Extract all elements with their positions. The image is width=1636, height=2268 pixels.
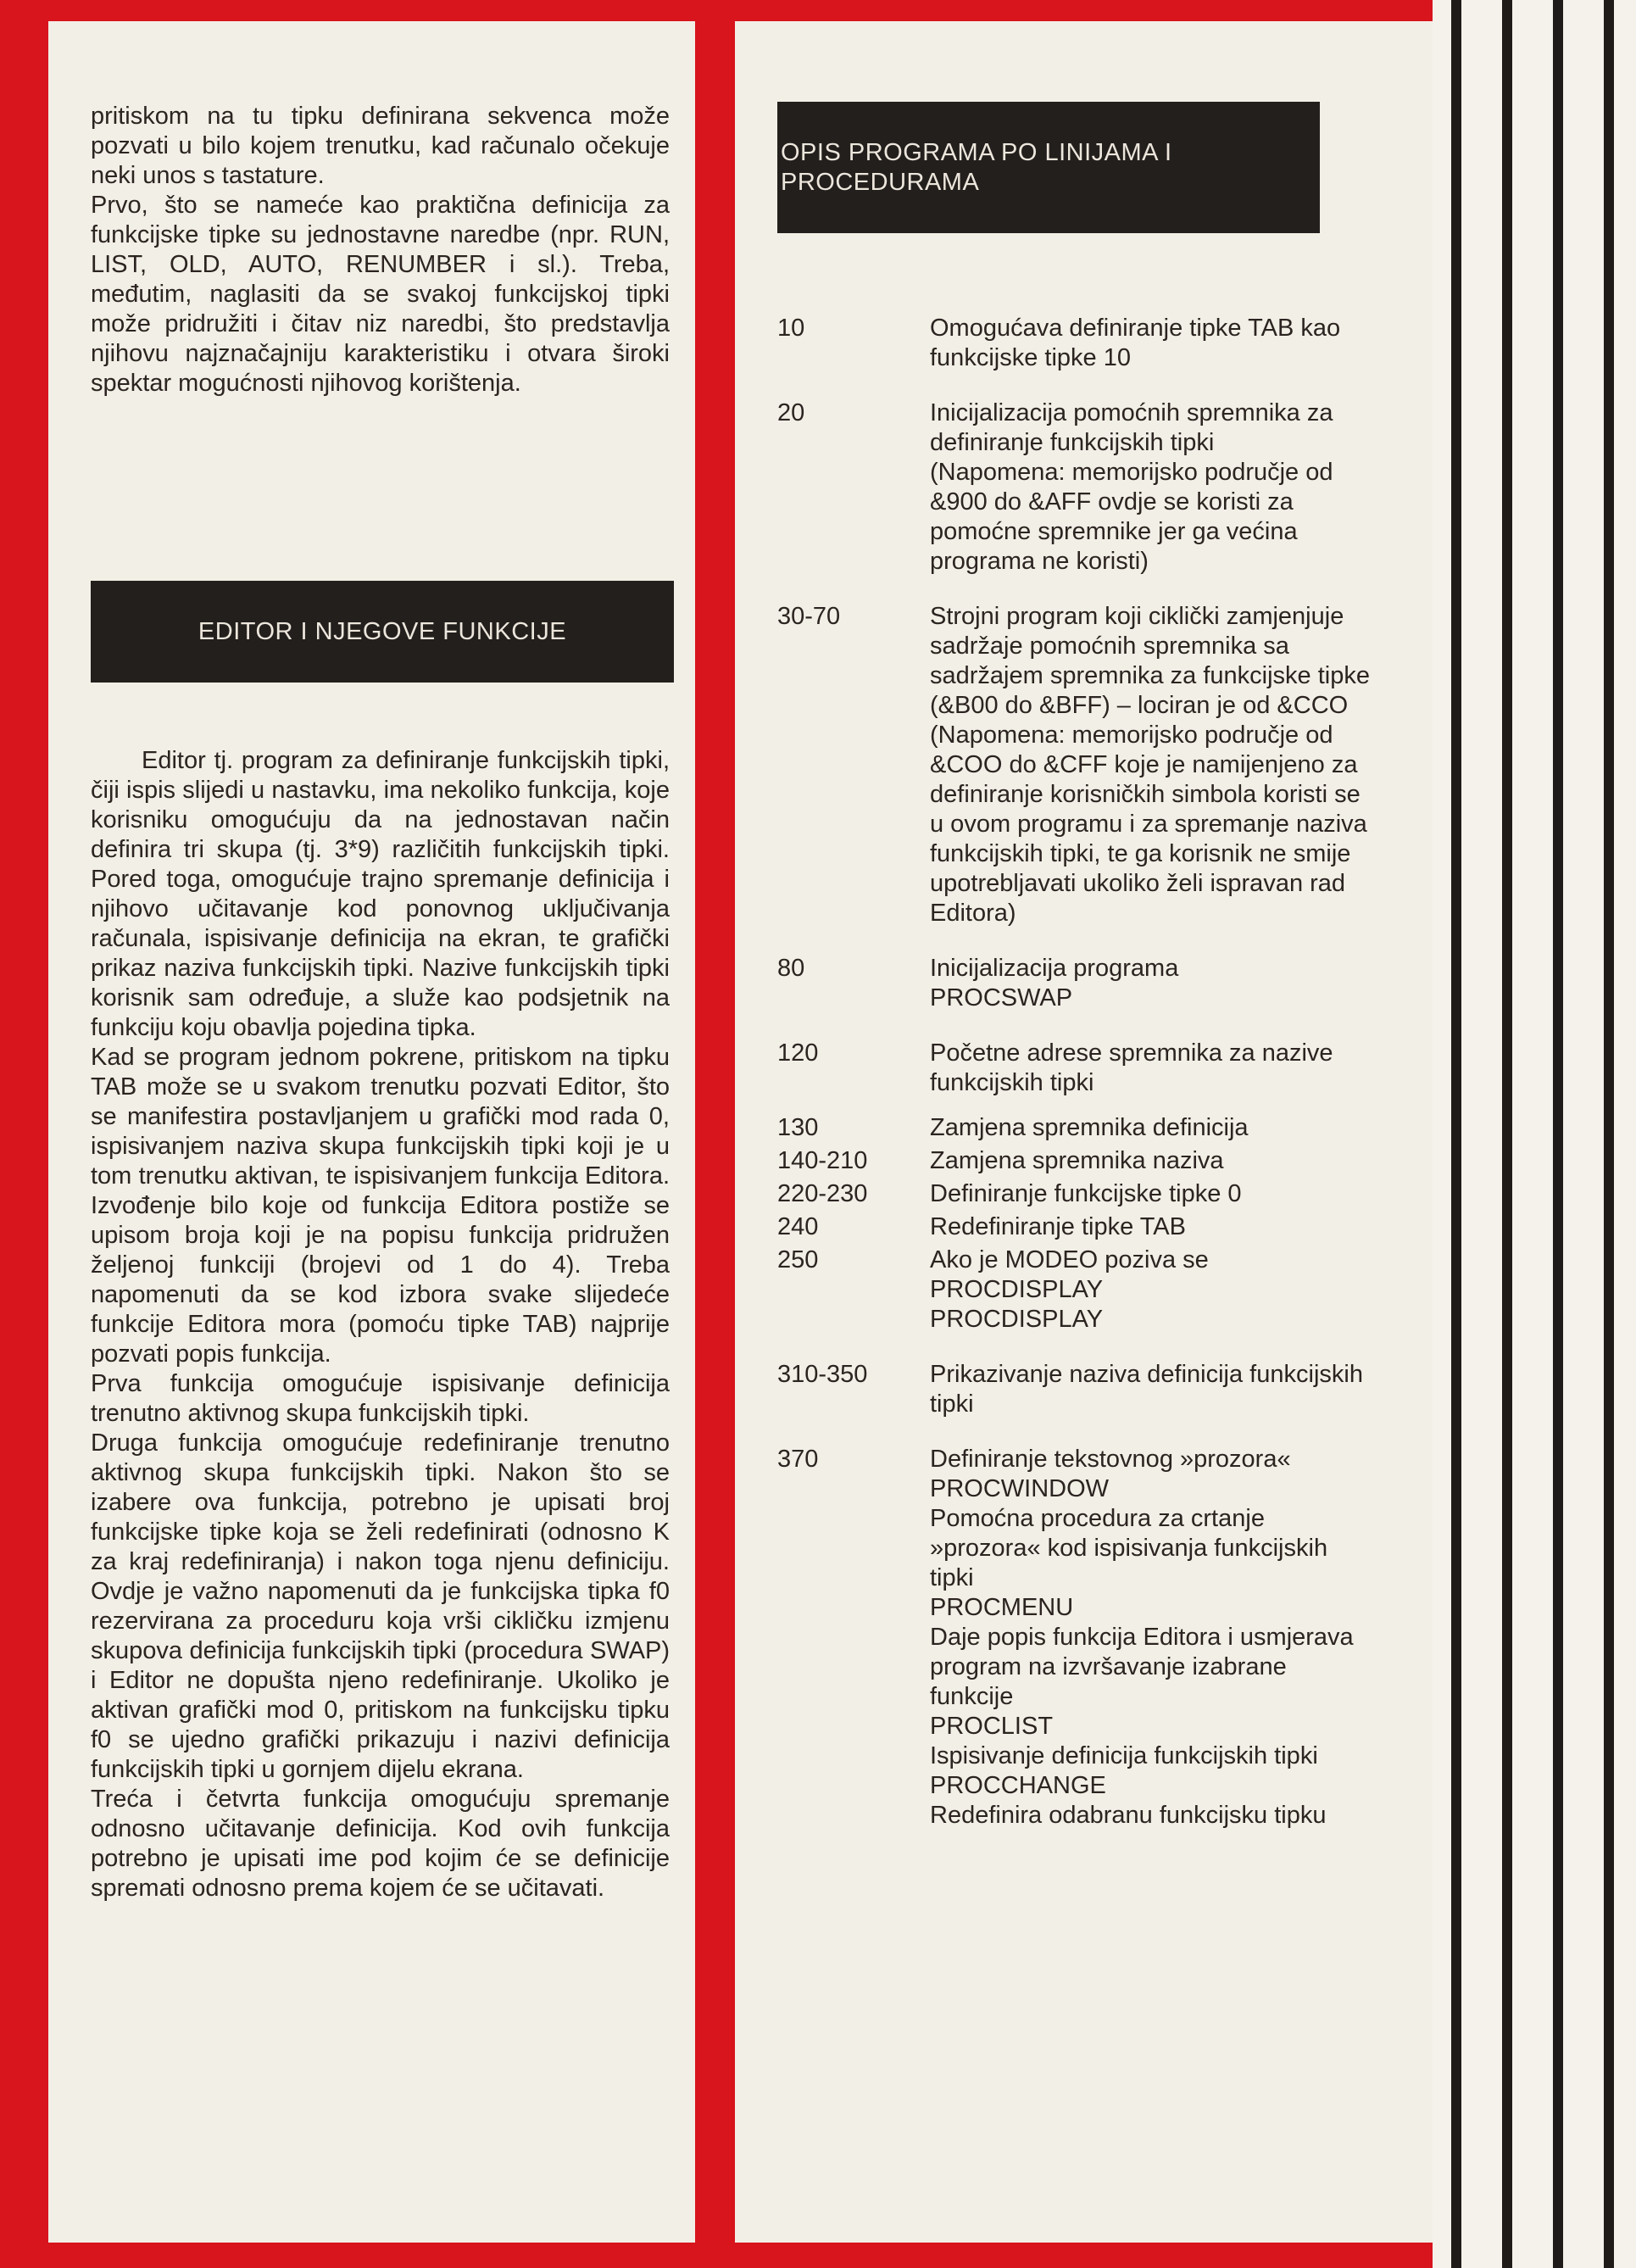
editor-paragraph-4: Druga funkcija omogućuje redefiniranje trenutno aktivnog skupa funkcijskih tipki. Nakon što se izabere ova funkcija, potrebno je upisati broj funkcijske tipke koja se želi redefinirati (odnosno K za kraj redefiniranja) i nakon toga njenu definiciju. Ovdje je važno napomenuti da je funkcijska tipka f0 rezervirana za proceduru koja vrši cikličku izmjenu skupova definicija funkcijskih tipki (procedura SWAP) i Editor ne dopušta njeno redefiniranje. Ukoliko je aktivan grafički mod 0, pritiskom na funkcijsku tipku f0 se ujedno grafički prikazuju i nazivi definicija funkcijskih tipki u gornjem dijelu ekrana. [91, 1429, 670, 1783]
line-description [930, 1212, 1371, 1242]
line-description [930, 1146, 1371, 1176]
description-line: Strojni program koji ciklički zamjenjuje sadržaje pomoćnih spremnika sa sadržajem spremnika za funkcijske tipke (&B00 do &BFF) – lociran je od &CCO [930, 603, 1370, 719]
line-number: 130 [777, 1114, 819, 1141]
editor-paragraph-2: Kad se program jednom pokrene, pritiskom na tipku TAB može se u svakom trenutku pozvati Editor, što se manifestira postavljanjem u grafički mod rada 0, ispisivanjem naziva skupa funkcijskih tipki koji je u tom trenutku aktivan, te ispisivanjem funkcija Editora. Izvođenje bilo koje od funkcija Editora postiže se upisom broja koji je na popisu funkcija pridružen željenoj funkciji (brojevi od 1 do 4). Treba napomenuti da se kod izbora svake slijedeće funkcije Editora mora (pomoću tipke TAB) najprije pozvati popis funkcija. [91, 1044, 670, 1368]
line-number: 310-350 [777, 1361, 868, 1388]
editor-paragraph-3: Prva funkcija omogućuje ispisivanje definicija trenutno aktivnog skupa funkcijskih tipki. [91, 1370, 670, 1427]
line-number: 240 [777, 1213, 819, 1240]
table-row [777, 1039, 1371, 1098]
table-row [777, 1445, 1371, 1831]
description-line: Inicijalizacija programa [930, 955, 1179, 982]
table-row [777, 954, 1371, 1013]
description-line: Definiranje tekstovnog »prozora« [930, 1446, 1291, 1473]
description-line: (Napomena: memorijsko područje od &900 do &AFF ovdje se koristi za pomoćne spremnike jer ga većina programa ne koristi) [930, 459, 1333, 575]
right-column [735, 21, 1433, 2243]
description-line: PROCMENU [930, 1594, 1074, 1621]
line-number: 370 [777, 1446, 819, 1473]
intro-paragraph-2: Prvo, što se nameće kao praktična definicija za funkcijske tipke su jednostavne naredbe (npr. RUN, LIST, OLD, AUTO, RENUMBER i sl.). Treba, međutim, naglasiti da se svakoj funkcijskoj tipki može pridružiti i čitav niz naredbi, što predstavlja njihovu najznačajniju karakteristiku i otvara široki spektar mogućnosti njihovog korištenja. [91, 192, 670, 397]
description-line: Inicijalizacija pomoćnih spremnika za definiranje funkcijskih tipki [930, 399, 1333, 456]
description-line: Redefiniranje tipke TAB [930, 1213, 1186, 1240]
line-number: 120 [777, 1039, 819, 1067]
line-number: 250 [777, 1246, 819, 1273]
left-column [48, 21, 695, 2243]
editor-paragraph-1: Editor tj. program za definiranje funkcijskih tipki, čiji ispis slijedi u nastavku, ima nekoliko funkcija, koje korisniku omogućuju da na jednostavan način definira tri skupa (tj. 3*9) različitih funkcijskih tipki. Pored toga, omogućuje trajno spremanje definicija i njihovo učitavanje kod ponovnog uključivanja računala, ispisivanje definicija na ekran, te grafički prikaz naziva funkcijskih tipki. Nazive funkcijskih tipki korisnik sam određuje, a služe kao podsjetnik na funkciju koju obavlja pojedina tipka. [91, 747, 670, 1041]
line-description [930, 1039, 1371, 1098]
table-row [777, 1212, 1371, 1242]
editor-heading-label: EDITOR I NJEGOVE FUNKCIJE [198, 617, 567, 645]
line-description-table [777, 314, 1371, 1831]
line-description [930, 398, 1371, 577]
description-line: Daje popis funkcija Editora i usmjerava program na izvršavanje izabrane funkcije [930, 1624, 1354, 1710]
editor-heading [91, 581, 674, 683]
table-row [777, 1360, 1371, 1419]
line-number: 220-230 [777, 1180, 868, 1207]
editor-paragraph-5: Treća i četvrta funkcija omogućuju spremanje odnosno učitavanje definicija. Kod ovih funkcija potrebno je upisati ime pod kojim će se definicije spremati odnosno prema kojem će se učitavati. [91, 1786, 670, 1902]
description-line: Redefinira odabranu funkcijsku tipku [930, 1802, 1327, 1829]
description-line: PROCCHANGE [930, 1772, 1106, 1799]
intro-text [91, 102, 670, 398]
table-row [777, 314, 1371, 373]
line-number: 140-210 [777, 1147, 868, 1174]
line-number: 10 [777, 315, 805, 342]
description-line: PROCSWAP [930, 984, 1073, 1011]
description-line: PROCLIST [930, 1713, 1054, 1740]
line-number: 20 [777, 399, 805, 426]
description-line: Omogućava definiranje tipke TAB kao funkcijske tipke 10 [930, 315, 1341, 371]
line-number: 30-70 [777, 603, 841, 630]
description-line: Ako je MODEO poziva se PROCDISPLAY [930, 1246, 1209, 1303]
editor-text [91, 746, 670, 1903]
line-description [930, 1179, 1371, 1209]
line-description [930, 314, 1371, 373]
description-line: Pomoćna procedura za crtanje »prozora« kod ispisivanja funkcijskih tipki [930, 1505, 1328, 1591]
description-line: Zamjena spremnika naziva [930, 1147, 1224, 1174]
decorative-strip-edge [1433, 0, 1444, 2268]
intro-paragraph-1: pritiskom na tu tipku definirana sekvenca može pozvati u bilo kojem trenutku, kad računalo očekuje neki unos s tastature. [91, 103, 670, 189]
line-description [930, 954, 1371, 1013]
table-row [777, 1179, 1371, 1209]
description-line: Početne adrese spremnika za nazive funkcijskih tipki [930, 1039, 1333, 1096]
program-description-heading-label: OPIS PROGRAMA PO LINIJAMA I PROCEDURAMA [781, 138, 1172, 196]
line-description [930, 602, 1371, 928]
line-description [930, 1113, 1371, 1143]
table-row [777, 398, 1371, 577]
line-description [930, 1445, 1371, 1831]
line-description [930, 1245, 1371, 1335]
description-line: (Napomena: memorijsko područje od &COO do &CFF koje je namijenjeno za definiranje korisničkih simbola koristi se u ovom programu i za spremanje naziva funkcijskih tipki, te ga korisnik ne smije upotrebljavati ukoliko želi ispravan rad Editora) [930, 722, 1367, 927]
table-row [777, 1113, 1371, 1143]
line-description [930, 1360, 1371, 1419]
table-row [777, 1245, 1371, 1335]
description-line: Prikazivanje naziva definicija funkcijskih tipki [930, 1361, 1363, 1418]
description-line: Ispisivanje definicija funkcijskih tipki [930, 1742, 1318, 1769]
description-line: Definiranje funkcijske tipke 0 [930, 1180, 1242, 1207]
description-line: PROCWINDOW [930, 1475, 1110, 1502]
program-description-heading [777, 102, 1320, 233]
table-row [777, 602, 1371, 928]
line-number: 80 [777, 955, 805, 982]
table-row [777, 1146, 1371, 1176]
description-line: PROCDISPLAY [930, 1306, 1104, 1333]
decorative-pattern-strip [1433, 0, 1636, 2268]
description-line: Zamjena spremnika definicija [930, 1114, 1249, 1141]
